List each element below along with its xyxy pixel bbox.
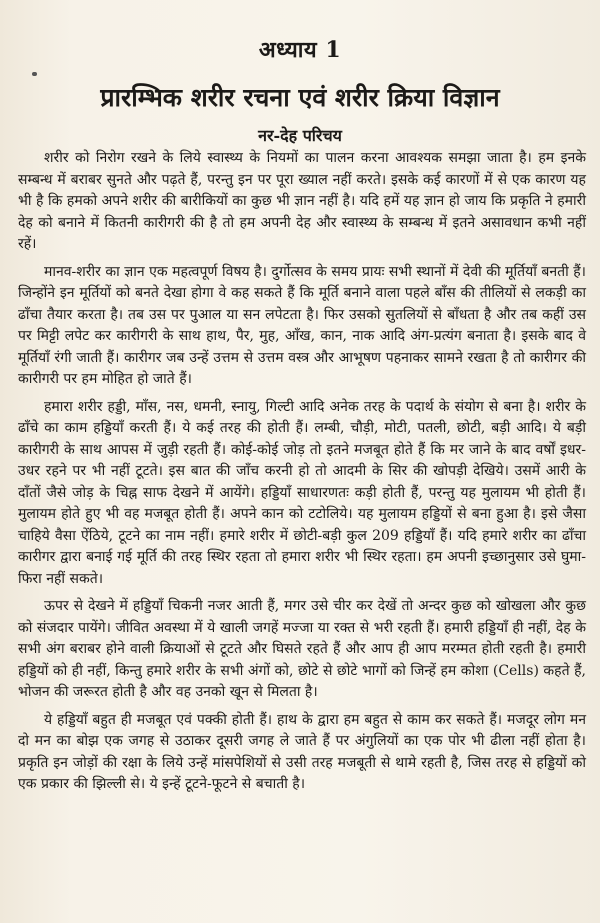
paragraph-2: मानव-शरीर का ज्ञान एक महत्वपूर्ण विषय है। दुर्गोत्सव के समय प्रायः सभी स्थानों में देवी की मूर्तियाँ बनती हैं। जिन्होंने इन मूर्तियों को बनते देखा होगा वे कह सकते हैं कि मूर्ति बनाने वाला पहले बाँस की तीलियों से लकड़ी का ढाँचा तैयार करता है। तब उस पर पुआल या सन लपेटता है। फिर उसको सुतलियों से बाँधता है और तब कहीं उस पर मिट्टी लपेट कर कारीगरी के साथ हाथ, पैर, मुह, आँख, कान, नाक आदि अंग-प्रत्यंग बनाता है। इसके बाद वे मूर्तियाँ रंगी जाती हैं। कारीगर जब उन्हें उत्तम से उत्तम वस्त्र और आभूषण पहनाकर सामने रखता है तो कारीगर की कारीगरी पर हम मोहित हो जाते हैं। (18, 263, 586, 387)
chapter-heading: अध्याय 1 (258, 37, 342, 63)
paragraph-5: ये हड्डियाँ बहुत ही मजबूत एवं पक्की होती हैं। हाथ के द्वारा हम बहुत से काम कर सकते हैं। मजदूर लोग मन दो मन का बोझ एक जगह से उठाकर दूसरी जगह ले जाते हैं पर अंगुलियों का एक पोर भी ढीला नहीं होता है। प्रकृति इन जोड़ों की रक्षा के लिये उन्हें मांसपेशियों से उसी तरह मजबूती से थामे रहती है, जिस तरह से हड्डियों को एक प्रकार की झिल्ली से। ये इन्हें टूटने-फूटने से बचाती है। (18, 711, 586, 792)
paragraph-4: ऊपर से देखने में हड्डियाँ चिकनी नजर आती हैं, मगर उसे चीर कर देखें तो अन्दर कुछ को खोखला और कुछ को संजदार पायेंगे। जीवित अवस्था में ये खाली जगहें मज्जा या रक्त से भरी रहती हैं। हमारी हड्डियाँ ही नहीं, देह के सभी अंग बराबर होने वाली क्रियाओं से टूटते और घिसते रहते हैं और आप ही आप मरम्मत होती रहती है। हमारी हड्डियों को ही नहीं, किन्तु हमारे शरीर के सभी अंगों को, छोटे से छोटे भागों को जिन्हें हम कोशा (Cells) कहते हैं, भोजन की जरूरत होती है और वह उनको खून से मिलता है। (18, 598, 586, 700)
section-subtitle: नर-देह परिचय (258, 126, 342, 145)
ink-speck (32, 72, 37, 76)
body-text (18, 148, 586, 802)
chapter-title: प्रारम्भिक शरीर रचना एवं शरीर क्रिया विज्ञान (100, 83, 500, 112)
paragraph-1: शरीर को निरोग रखने के लिये स्वास्थ्य के नियमों का पालन करना आवश्यक समझा जाता है। हम इनके सम्बन्ध में बराबर सुनते और पढ़ते हैं, परन्तु इन पर पूरा ख्याल नहीं करते। इसके कई कारणों में से एक कारण यह भी है कि हमको अपने शरीर की बारीकियों का कुछ भी ज्ञान नहीं है। यदि हमें यह ज्ञान हो जाय कि प्रकृति ने हमारी देह को बनाने में कितनी कारीगरी की है तो हम अपनी देह और स्वास्थ्य के सम्बन्ध में इतने असावधान कभी नहीं रहें। (18, 150, 586, 252)
paragraph-3: हमारा शरीर हड्डी, माँस, नस, धमनी, स्नायु, गिल्टी आदि अनेक तरह के पदार्थ के संयोग से बना है। शरीर के ढाँचे का काम हड्डियाँ करती हैं। ये कई तरह की होती हैं। लम्बी, चौड़ी, मोटी, पतली, छोटी, बड़ी आदि। ये बड़ी कारीगरी के साथ आपस में जुड़ी रहती हैं। कोई-कोई जोड़ तो इतने मजबूत होते हैं कि मर जाने के बाद वर्षों इधर-उधर रहने पर भी नहीं टूटते। इस बात की जाँच करनी हो तो आदमी के सिर की खोपड़ी देखिये। उसमें आरी के दाँतों जैसे जोड़ के चिह्न साफ देखने में आयेंगे। हड्डियाँ साधारणतः कड़ी होती हैं, परन्तु यह मुलायम भी होती हैं। मुलायम होते हुए भी वह मजबूत होती हैं। अपने कान को टटोलिये। यह मुलायम हड्डियों से बना हुआ है। इसे जैसा चाहिये वैसा ऐंठिये, टूटने का नाम नहीं। हमारे शरीर में छोटी-बड़ी कुल 209 हड्डियाँ हैं। यदि हमारे शरीर का ढाँचा कारीगर द्वारा बनाई गई मूर्ति की तरह स्थिर रहता तो हमारा शरीर भी स्थिर रहता। हम अपनी इच्छानुसार उसे घुमा-फिरा नहीं सकते। (18, 398, 586, 587)
